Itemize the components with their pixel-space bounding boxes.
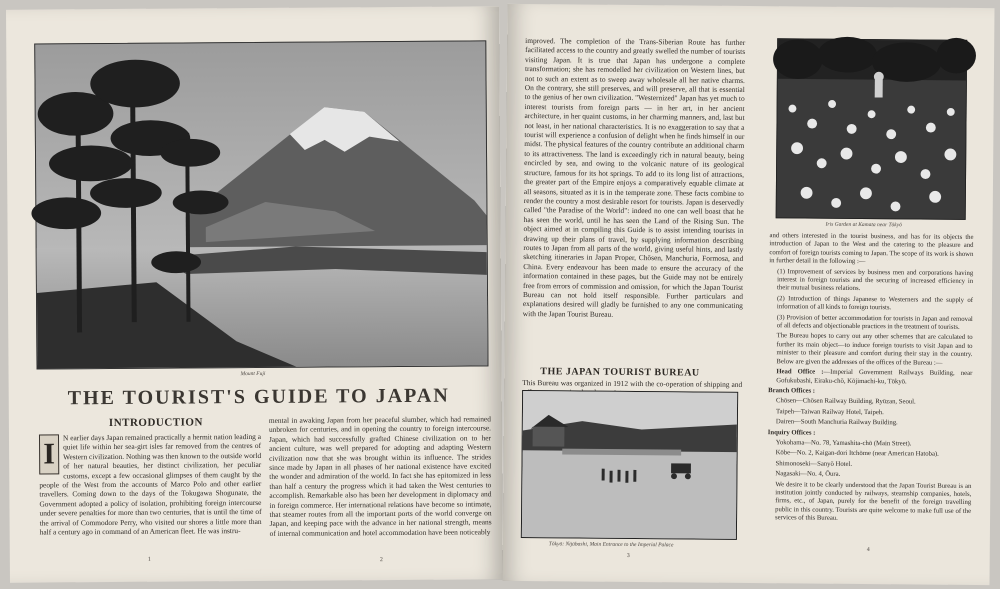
palace-photo-caption: Tōkyō: Nijūbashi, Main Entrance to the Imperial Palace (548, 541, 674, 549)
iris-photo-caption: Iris Garden at Kamata near Tōkyō (825, 221, 902, 229)
introduction-heading: INTRODUCTION (108, 416, 203, 430)
imperial-palace-photo (521, 390, 738, 540)
bureau-object-2: (2) Introduction of things Japanese to Westerners and the supply of information of all kinds to foreign tourists. (776, 295, 973, 312)
bureau-intro-text: This Bureau was organized in 1912 with the co-operation of shipping and (522, 378, 743, 389)
intro-column-2 (269, 414, 492, 554)
bureau-object-1: (1) Improvement of services by business men and corporations having interest in foreign tourists and the securing of increased efficiency in their mutual business relations. (777, 267, 974, 293)
intro-text-1: N earlier days Japan remained practically a hermit nation leading a quiet life within her sea-girt isles far removed from the centres of Western civilization. Nothing was then known to the outside world of her natural beauties, her distinct civilization, her peculiar customs, except a few occasional glimpses of them caught by the people of the West from the accounts of Marco Polo and other earlier travellers. Coming down to the days of the Tokugawa Shogunate, the Government adopted a policy of isolation, prohibiting foreign intercourse under severe penalties for more than two centuries, that is until the time of the arrival of Commodore Perry, who visited our shores a little more than half a century ago in command of an American fleet. He was instru- (39, 431, 262, 537)
intro-column-1 (39, 432, 262, 556)
iris-garden-photo (776, 38, 968, 220)
inquiry-office-4: Nagasaki—No. 4, Ōura. (775, 470, 841, 478)
page-number-1: 1 (147, 556, 151, 563)
branch-office-2: Taipeh—Taiwan Railway Hotel, Taipeh. (775, 407, 884, 416)
mount-fuji-photo (34, 40, 488, 369)
intro-text-3: improved. The completion of the Trans-Siberian Route has further facilitated access to the country and greatly swelled the number of tourists visiting Japan. It is true that Japan has undergone a complete transformation; she has remodelled her civilization on Western lines, but not to such an extent as to sweep away wholesale all her native charms. On the contrary, she still preserves, and will preserve, all that is essential to the genius of her own civilization. "Westernized" Japan has yet much to interest tourists from foreign parts — in her art, in her ancient architecture, in her quaint customs, in her charming manners, and, last but not least, in her national characteristics. It is no exaggeration to say that a tourist will experience a confusion of delight when he finds himself in our midst. The physical features of the country contribute an additional charm to its attractiveness. The land is exceedingly rich in natural beauty, being encircled by sea, and owing to the volcanic nature of its geological structure, famous for its hot springs. To add to its long list of attractions, the greater part of the Empire enjoys a comparatively equable climate at all seasons, situated as it is in the temperate zone. These facts combine to render the country a most desirable resort for tourists. Japan is deservedly called "the Paradise of the World": indeed no one can well boast that he has seen the world, until he has seen the Land of the Rising Sun. The object aimed at in compiling this Guide is to assist intending tourists in drawing up their plans of travel, by supplying information describing routes to Japan from all parts of the world, giving useful hints, and lastly sketching itineraries in Japan Proper, Chōsen, Manchuria, Formosa, and China. Every endeavour has been made to ensure the accuracy of the information contained in these pages, but the Guide may not be entirely free from errors of commission and omission, for which the Japan Tourist Bureau can not hold itself responsible. Further particulars and explanations desired will gladly be furnished to any one communicating with the Japan Tourist Bureau. (522, 36, 746, 319)
right-page (502, 4, 994, 585)
page-number-3: 3 (626, 552, 630, 559)
dropcap-letter: I (39, 434, 59, 474)
branch-office-3: Dairen—South Manchuria Railway Building. (775, 418, 898, 427)
bureau-offices-intro: The Bureau hopes to carry out any other schemes that are calculated to further its main object—to induce foreign tourists to visit Japan and to minister to their pleasure and comfort during their stay in the country. Below are given the addresses of the offices of the Bureau :— (776, 332, 973, 367)
page-title: THE TOURIST'S GUIDE TO JAPAN (67, 384, 450, 410)
bureau-heading: THE JAPAN TOURIST BUREAU (540, 366, 700, 379)
branch-offices-label: Branch Offices : (768, 387, 816, 395)
text-column-3 (522, 36, 745, 366)
head-office-address: —Imperial Government Railways Building, near Gofukubashi, Eiraku-chō, Kōjimachi-ku, Tōkyō. (776, 368, 973, 385)
inquiry-offices-label: Inquiry Offices : (767, 428, 816, 437)
page-number-4: 4 (866, 547, 870, 554)
inquiry-office-3: Shimonoseki—Sanyō Hotel. (775, 459, 853, 468)
fuji-photo-caption: Mount Fuji (240, 370, 266, 378)
head-office-label: Head Office : (776, 368, 824, 376)
bureau-objects: and others interested in the tourist business, and has for its objects the introduction of Japan to the West and the catering to the pleasure and comfort of foreign tourists coming to Japan. The scope of its work is shown in further detail in the following :— (769, 232, 974, 266)
branch-office-1: Chōsen—Chōsen Railway Building, Ryūzan, Seoul. (776, 397, 916, 406)
page-number-2: 2 (379, 557, 383, 564)
intro-text-2: mental in awaking Japan from her peaceful slumber, which had remained unbroken for centuries, and in opening the country to foreign intercourse. Japan, which had successfully grafted Chinese civilization on to her ancient culture, was well prepared for adopting and adapting Western civilization now that she was brought within its influence. The strides since made by Japan in all phases of her national existence have excited the wonder and admiration of the world. In fact she has epitomized in less than half a century the progress which it had taken the West centuries to accomplish. Remarkable also has been her development in diplomacy and in foreign commerce. Her international relations have become so intimate, that steamer routes from all the important ports of the world converge on Japan, and keeping pace with the advance in her national strength, means of internal communication and hotel accommodation have been noticeably (268, 414, 492, 538)
head-office (768, 368, 972, 387)
inquiry-office-1: Yokohama—No. 78, Yamashita-chō (Main Street). (775, 439, 912, 448)
text-column-4 (767, 232, 974, 552)
bureau-closing: We desire it to be clearly understood that the Japan Tourist Bureau is an institution jointly conducted by railways, steamship companies, hotels, firms, etc., of Japan, purely for the benefit of the foreign travelling public in this country. Tourists are quite welcome to make full use of the services of this Bureau. (775, 480, 972, 522)
bureau-object-3: (3) Provision of better accommodation for tourists in Japan and removal of all defects and objectionable practices in the treatment of tourists. (776, 313, 973, 331)
brochure-spread (8, 6, 992, 583)
inquiry-office-2: Kōbe—No. 2, Kaigan-dori Itchōme (near American Hatoba). (775, 449, 939, 459)
left-page (6, 6, 503, 582)
